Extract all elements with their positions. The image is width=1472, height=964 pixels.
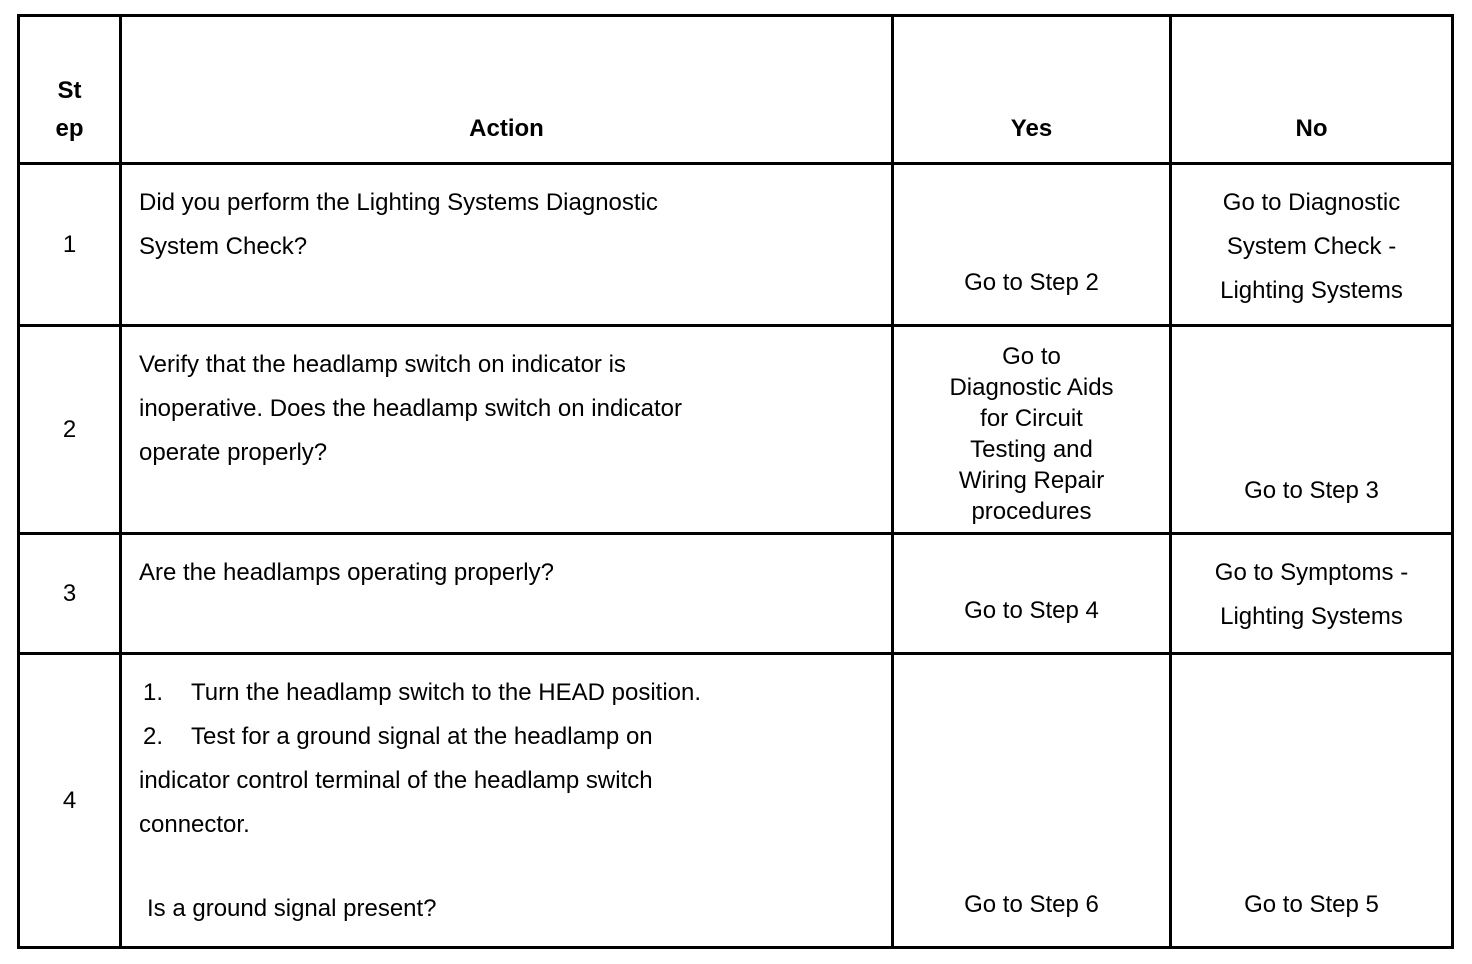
action-cell (121, 326, 893, 534)
header-yes (893, 16, 1171, 164)
no-text: Go to Step 3 (1244, 477, 1379, 504)
no-text: Go to Diagnostic System Check - Lighting Systems (1220, 189, 1403, 304)
header-row (19, 16, 1453, 164)
yes-text: Go to Diagnostic Aids for Circuit Testing and Wiring Repair procedures (949, 343, 1114, 525)
list-item (139, 715, 879, 759)
no-cell (1171, 164, 1453, 326)
no-text: Go to Step 5 (1244, 891, 1379, 918)
yes-cell (893, 326, 1171, 534)
header-action-label: Action (469, 115, 544, 142)
list-text: Turn the headlamp switch to the HEAD position. (191, 679, 702, 706)
header-action (121, 16, 893, 164)
action-cell (121, 164, 893, 326)
step-number: 1 (19, 164, 121, 326)
yes-text: Go to Step 6 (964, 891, 1099, 918)
step-number: 3 (19, 534, 121, 654)
header-step (19, 16, 121, 164)
action-cell (121, 534, 893, 654)
step-number: 4 (19, 654, 121, 948)
yes-cell (893, 534, 1171, 654)
list-text: Test for a ground signal at the headlamp on (191, 723, 653, 750)
list-number: 1. (143, 679, 164, 706)
action-cell (121, 654, 893, 948)
table-row (19, 534, 1453, 654)
yes-cell (893, 164, 1171, 326)
no-cell (1171, 654, 1453, 948)
table-row (19, 326, 1453, 534)
no-text: Go to Symptoms - Lighting Systems (1214, 559, 1409, 630)
no-cell (1171, 326, 1453, 534)
header-no-label: No (1295, 115, 1328, 142)
list-number: 2. (143, 723, 164, 750)
action-continuation: indicator control terminal of the headlamp switch connector. (139, 767, 653, 838)
table-row (19, 164, 1453, 326)
header-step-label: St ep (55, 77, 84, 142)
diagnostic-table (17, 14, 1454, 949)
table-row (19, 654, 1453, 948)
action-text: Are the headlamps operating properly? (139, 559, 554, 586)
action-text: Verify that the headlamp switch on indicator is inoperative. Does the headlamp switch on indicator operate properly? (139, 351, 682, 466)
list-item (139, 671, 879, 715)
yes-text: Go to Step 4 (964, 597, 1099, 624)
yes-text: Go to Step 2 (964, 269, 1099, 296)
header-no (1171, 16, 1453, 164)
yes-cell (893, 654, 1171, 948)
step-number: 2 (19, 326, 121, 534)
action-text: Did you perform the Lighting Systems Diagnostic System Check? (139, 189, 658, 260)
no-cell (1171, 534, 1453, 654)
header-yes-label: Yes (1010, 115, 1053, 142)
action-question: Is a ground signal present? (147, 895, 437, 922)
